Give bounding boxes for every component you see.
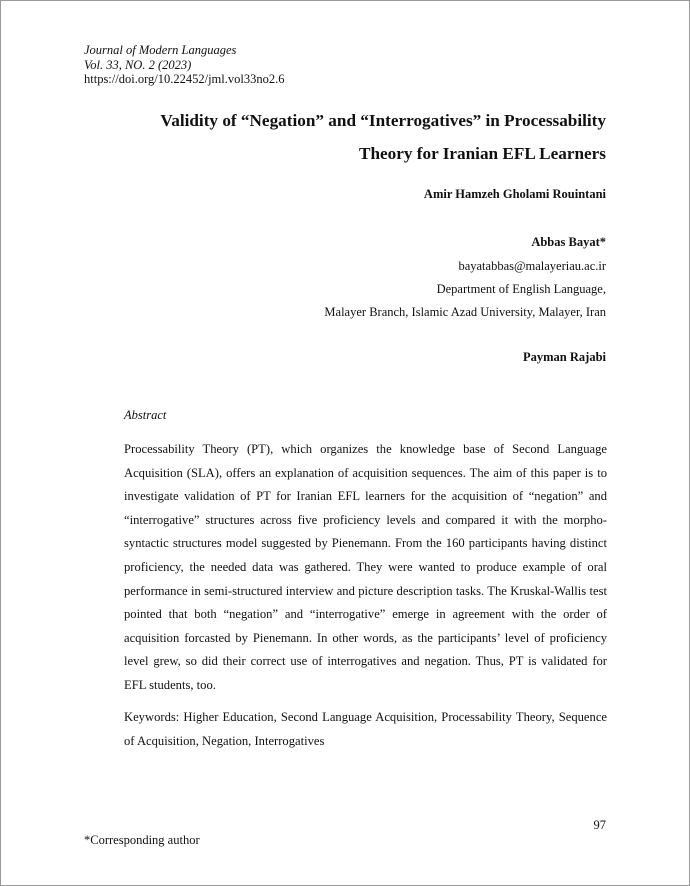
author-affiliation: Malayer Branch, Islamic Azad University, Malayer, Iran: [324, 305, 606, 319]
author-3: Payman Rajabi: [523, 350, 606, 364]
journal-volume: Vol. 33, NO. 2 (2023): [84, 57, 192, 72]
corresponding-author-footnote: *Corresponding author: [84, 833, 200, 847]
author-1: Amir Hamzeh Gholami Rouintani: [423, 187, 606, 201]
paper-title: [86, 104, 606, 170]
keywords: Keywords: Higher Education, Second Language Acquisition, Processability Theory, Sequence of Acquisition, Negation, Interrogatives: [124, 710, 607, 748]
abstract-body: Processability Theory (PT), which organizes the knowledge base of Second Language Acquisition (SLA), offers an explanation of acquisition sequences. The aim of this paper is to investigate validation of PT for Iranian EFL learners for the acquisition of “negation” and “interrogative” structures across five proficiency levels and compared it with the morpho-syntactic structures model suggested by Pienemann. From the 160 participants having distinct proficiency, the needed data was gathered. They were wanted to produce example of oral performance in semi-structured interview and picture description tasks. The Kruskal-Wallis test pointed that both “negation” and “interrogative” emerge in agreement with the order of acquisition forcasted by Pienemann. In other words, as the participants’ level of proficiency level grew, so did their correct use of interrogatives and negation. Thus, PT is validated for EFL students, too.: [124, 442, 607, 692]
doi-link[interactable]: https://doi.org/10.22452/jml.vol33no2.6: [84, 72, 285, 86]
title-line-2: Theory for Iranian EFL Learners: [359, 144, 606, 163]
author-department: Department of English Language,: [436, 282, 606, 296]
page-number: 97: [593, 818, 606, 832]
journal-name: Journal of Modern Languages: [84, 43, 237, 57]
title-line-1: Validity of “Negation” and “Interrogatives” in Processability: [160, 111, 606, 130]
journal-header: [84, 43, 284, 87]
author-2: Abbas Bayat*: [531, 235, 606, 249]
author-email[interactable]: bayatabbas@malayeriau.ac.ir: [458, 259, 606, 273]
abstract-label: Abstract: [124, 408, 167, 422]
